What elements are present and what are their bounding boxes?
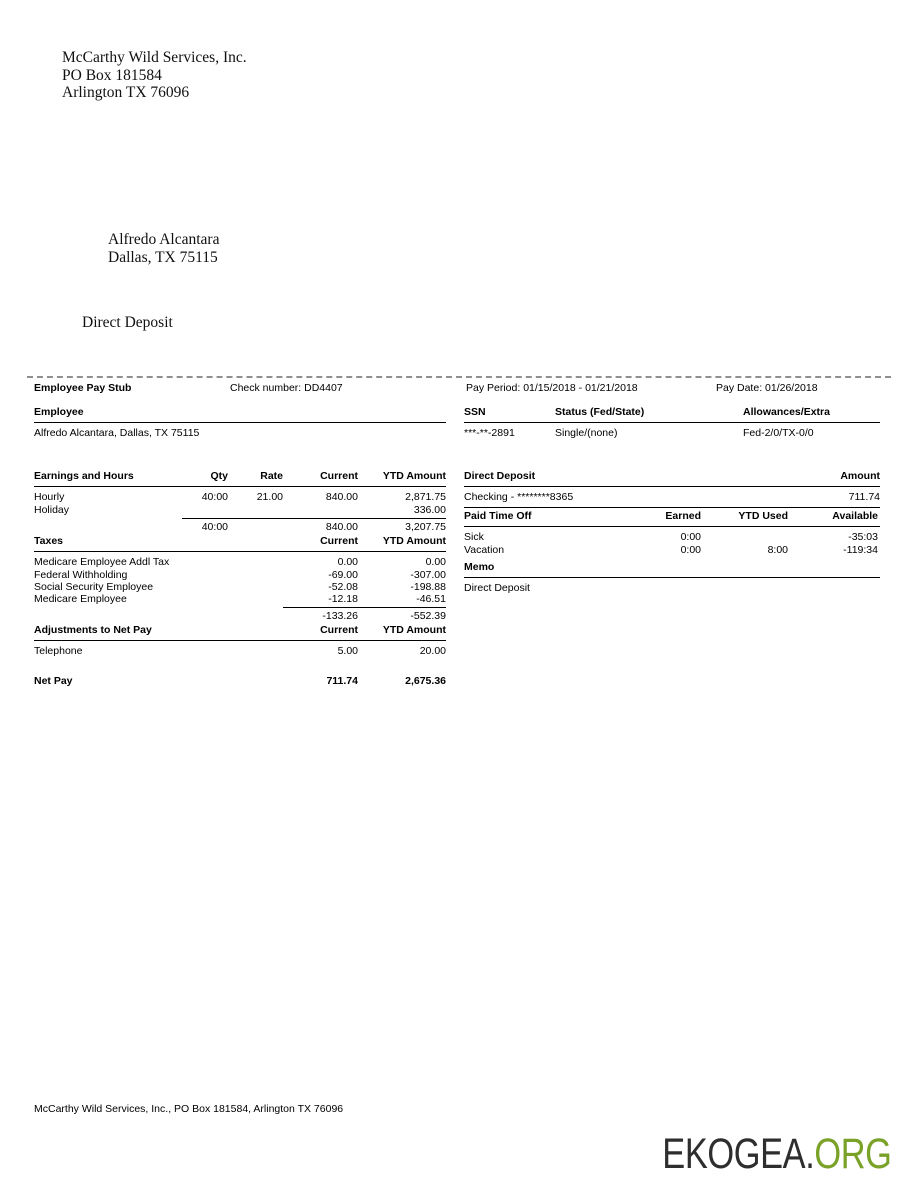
deposit-account-label: Checking - ********8365 xyxy=(464,491,574,504)
status-value: Single/(none) xyxy=(555,427,618,440)
direct-deposit-col-amount: Amount xyxy=(840,470,880,482)
footer-company-line: McCarthy Wild Services, Inc., PO Box 181584, Arlington TX 76096 xyxy=(34,1103,344,1115)
taxes-total-label xyxy=(34,610,283,622)
adjustment-current: 5.00 xyxy=(337,645,358,658)
logo-primary-text: EKOGEA. xyxy=(662,1130,815,1178)
tax-ytd: -46.51 xyxy=(416,593,446,606)
adjustment-ytd: 20.00 xyxy=(419,645,446,658)
taxes-section xyxy=(34,535,446,623)
pto-header-row xyxy=(464,510,880,527)
pto-row-vacation xyxy=(464,544,880,556)
earning-label: Holiday xyxy=(34,503,70,516)
tax-ytd: 0.00 xyxy=(425,556,446,569)
earnings-header-row xyxy=(34,470,446,487)
sender-city: Arlington TX 76096 xyxy=(62,84,190,101)
tax-current: -69.00 xyxy=(328,568,358,581)
tax-label: Social Security Employee xyxy=(34,580,154,593)
ssn-value-row xyxy=(464,427,880,439)
pay-date: Pay Date: 01/26/2018 xyxy=(716,382,818,394)
ekogea-logo xyxy=(663,1130,892,1179)
memo-section xyxy=(464,561,880,594)
tax-row xyxy=(34,569,446,581)
ssn-section xyxy=(464,406,880,440)
earnings-total-row xyxy=(34,521,446,533)
adjustments-section xyxy=(34,624,446,687)
pto-ytd-used xyxy=(701,531,788,543)
status-header: Status (Fed/State) xyxy=(555,406,645,418)
earning-current xyxy=(283,504,358,516)
ssn-value: ***-**-2891 xyxy=(464,427,515,440)
earnings-col-rate: Rate xyxy=(260,470,283,482)
taxes-col-ytd: YTD Amount xyxy=(382,535,446,547)
pay-period: Pay Period: 01/15/2018 - 01/21/2018 xyxy=(466,382,638,394)
employee-name-value: Alfredo Alcantara, Dallas, TX 75115 xyxy=(34,427,200,439)
taxes-col-current: Current xyxy=(320,535,358,547)
earnings-col-ytd: YTD Amount xyxy=(382,470,446,482)
pto-earned: 0:00 xyxy=(680,543,701,556)
tax-ytd: -307.00 xyxy=(410,568,446,581)
allowances-value: Fed-2/0/TX-0/0 xyxy=(743,427,814,440)
earnings-row-holiday xyxy=(34,504,446,516)
taxes-total-line xyxy=(283,607,446,608)
taxes-total-row xyxy=(34,610,446,622)
adjustments-col-ytd: YTD Amount xyxy=(382,624,446,636)
allowances-header: Allowances/Extra xyxy=(743,406,830,418)
sender-address xyxy=(62,49,247,102)
earnings-total-line xyxy=(182,518,446,519)
sender-po-box: PO Box 181584 xyxy=(62,66,162,84)
earnings-section xyxy=(34,470,446,533)
adjustments-header-row xyxy=(34,624,446,641)
deposit-note: Direct Deposit xyxy=(82,314,173,331)
tax-current: -52.08 xyxy=(328,580,358,593)
pto-earned: 0:00 xyxy=(680,531,701,544)
adjustments-col-current: Current xyxy=(320,624,358,636)
sender-company: McCarthy Wild Services, Inc. xyxy=(62,49,247,66)
pto-available: -119:34 xyxy=(843,543,878,556)
net-pay-row xyxy=(34,675,446,687)
tax-row xyxy=(34,556,446,568)
pto-label: Sick xyxy=(464,531,484,544)
recipient-address xyxy=(108,231,219,266)
deposit-amount: 711.74 xyxy=(848,491,880,504)
employee-section xyxy=(34,406,446,439)
earnings-total-rate xyxy=(228,521,283,533)
earning-qty: 40:00 xyxy=(201,491,228,504)
earnings-total-current: 840.00 xyxy=(325,520,358,533)
earnings-total-ytd: 3,207.75 xyxy=(405,520,446,533)
ssn-header: SSN xyxy=(464,406,486,418)
direct-deposit-title: Direct Deposit xyxy=(464,470,536,482)
pto-available: -35:03 xyxy=(848,531,878,544)
earnings-total-label xyxy=(34,521,182,533)
tax-ytd: -198.88 xyxy=(410,580,446,593)
taxes-header-row xyxy=(34,535,446,552)
memo-value: Direct Deposit xyxy=(464,582,530,594)
tax-label: Medicare Employee Addl Tax xyxy=(34,556,170,569)
earning-ytd: 336.00 xyxy=(413,503,446,516)
adjustments-title: Adjustments to Net Pay xyxy=(34,624,152,636)
net-pay-label: Net Pay xyxy=(34,674,73,687)
net-pay-current: 711.74 xyxy=(326,674,358,687)
tax-row xyxy=(34,593,446,605)
earning-qty xyxy=(182,504,228,516)
direct-deposit-section xyxy=(464,470,880,508)
earnings-col-current: Current xyxy=(320,470,358,482)
recipient-name: Alfredo Alcantara xyxy=(108,231,220,248)
adjustment-row xyxy=(34,645,446,657)
earnings-title: Earnings and Hours xyxy=(34,470,134,482)
stub-title: Employee Pay Stub xyxy=(34,382,132,394)
earning-label: Hourly xyxy=(34,491,65,504)
taxes-title: Taxes xyxy=(34,535,63,547)
tax-label: Federal Withholding xyxy=(34,568,128,581)
employee-section-header: Employee xyxy=(34,406,446,423)
adjustment-label: Telephone xyxy=(34,645,83,658)
earning-rate xyxy=(228,504,283,516)
tax-current: -12.18 xyxy=(328,593,358,606)
pto-row-sick xyxy=(464,531,880,543)
tax-label: Medicare Employee xyxy=(34,593,127,606)
tax-row xyxy=(34,581,446,593)
recipient-city: Dallas, TX 75115 xyxy=(108,248,218,266)
ssn-section-header-row xyxy=(464,406,880,423)
pto-ytd-used: 8:00 xyxy=(767,543,788,556)
pto-section xyxy=(464,510,880,556)
memo-header: Memo xyxy=(464,561,880,578)
earning-ytd: 2,871.75 xyxy=(405,491,446,504)
taxes-total-ytd: -552.39 xyxy=(410,610,446,623)
direct-deposit-header-row xyxy=(464,470,880,487)
logo-secondary-text: ORG xyxy=(814,1130,892,1178)
pto-col-earned: Earned xyxy=(665,510,701,522)
earnings-total-qty: 40:00 xyxy=(201,520,228,533)
earnings-col-qty: Qty xyxy=(210,470,228,482)
earning-rate: 21.00 xyxy=(256,491,283,504)
pto-title: Paid Time Off xyxy=(464,510,532,522)
direct-deposit-row xyxy=(464,491,880,503)
earnings-row-hourly xyxy=(34,491,446,503)
pto-col-ytd-used: YTD Used xyxy=(738,510,788,522)
direct-deposit-bottom-line xyxy=(464,507,880,508)
earning-current: 840.00 xyxy=(325,491,358,504)
taxes-total-current: -133.26 xyxy=(322,610,358,623)
net-pay-ytd: 2,675.36 xyxy=(405,674,446,687)
tax-current: 0.00 xyxy=(337,556,358,569)
dashed-separator xyxy=(27,376,891,378)
pto-label: Vacation xyxy=(464,543,505,556)
check-number: Check number: DD4407 xyxy=(230,382,343,394)
pto-col-available: Available xyxy=(832,510,878,522)
